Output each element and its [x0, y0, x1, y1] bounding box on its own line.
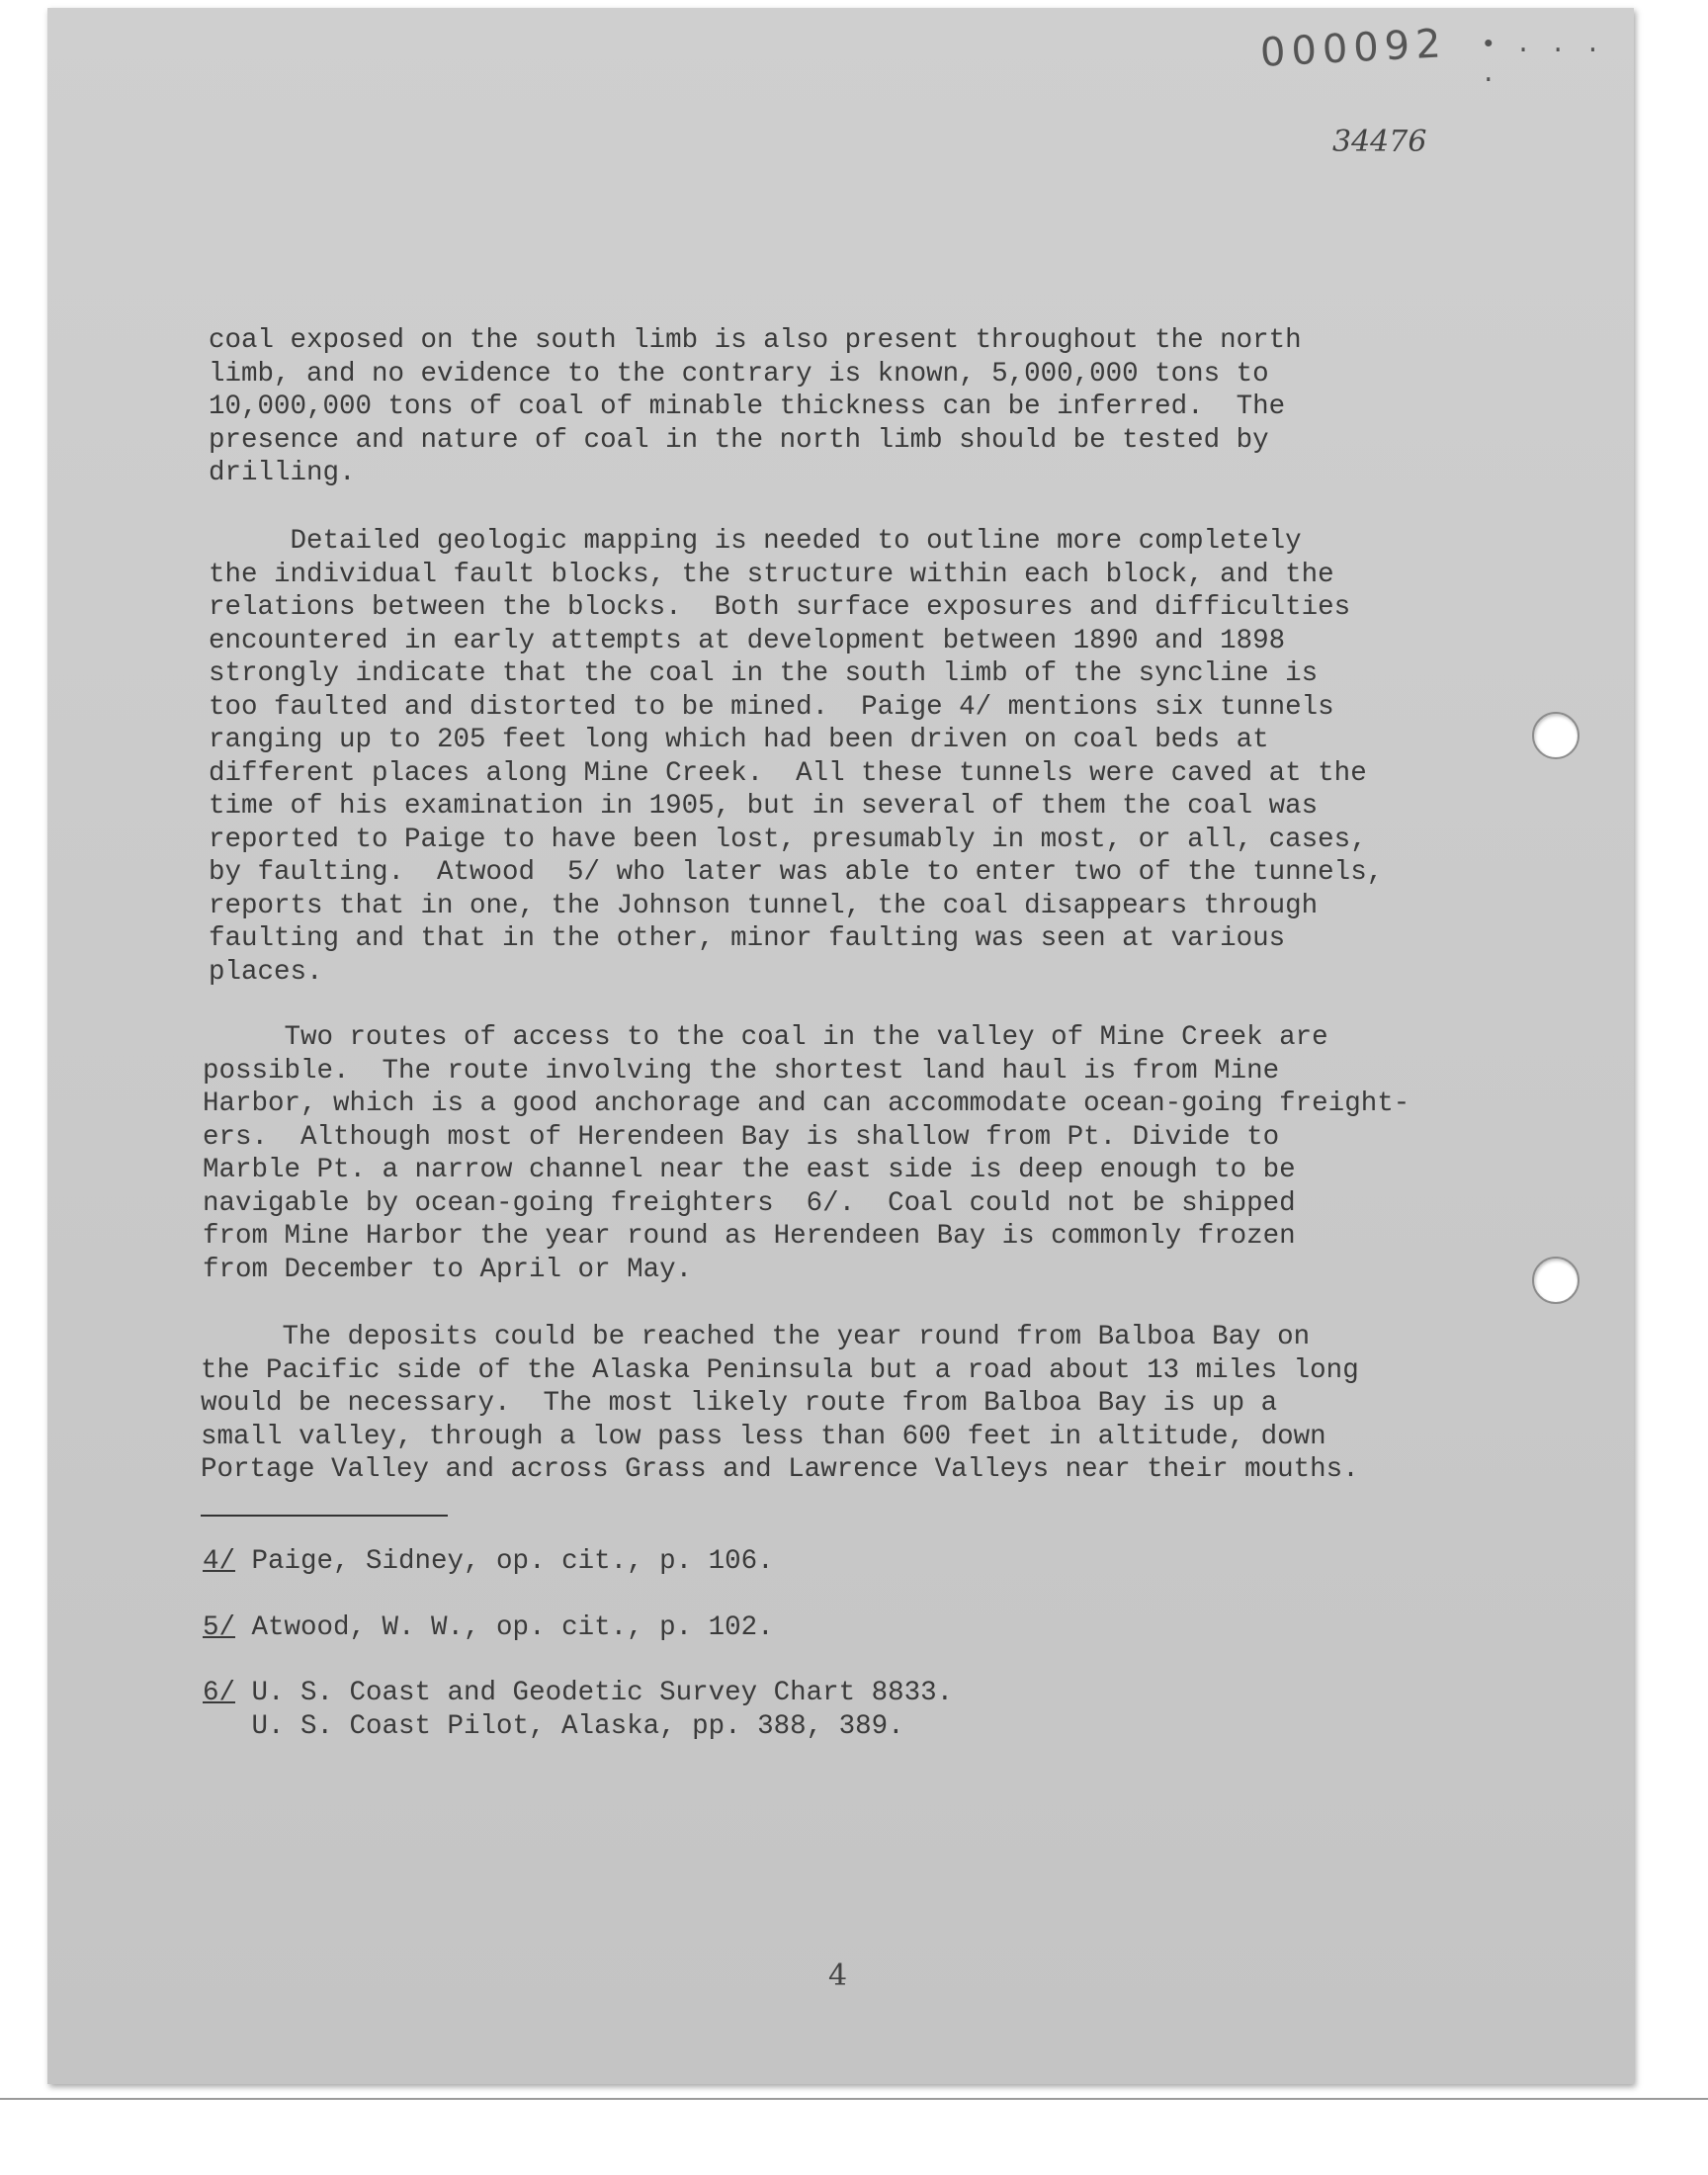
paragraph-balboa-bay-route: The deposits could be reached the year round from Balboa Bay on the Pacific side of the Alaska Peninsula but a road about 13 miles long would be necessary. The most likely route from Balboa Bay is up a small valley, through a low pass less than 600 feet in altitude, down Portage Valley and across Grass and Lawrence Valleys near their mouths. [201, 1322, 1359, 1485]
footnote-text: Paige, Sidney, op. cit., p. 106. [235, 1546, 774, 1577]
punch-hole [1532, 1257, 1580, 1304]
footnote-text: Atwood, W. W., op. cit., p. 102. [235, 1612, 774, 1643]
paragraph-geologic-mapping: Detailed geologic mapping is needed to outline more completely the individual fault blocks, the structure within each block, and the relations between the blocks. Both surface exposures and difficulties encountered in early attempts at development between 1890 and 1898 strongly indicate that the coal in the south limb of the syncline is too faulted and distorted to be mined. Paige 4/ mentions six tunnels ranging up to 205 feet long which had been driven on coal beds at different places along Mine Creek. All these tunnels were caved at the time of his examination in 1905, but in several of them the coal was reported to Paige to have been lost, presumably in most, or all, cases, by faulting. Atwood 5/ who later was able to enter two of the tunnels, reports that in one, the Johnson tunnel, the coal disappears through faulting and that in the other, minor faulting was seen at various places. [209, 526, 1384, 988]
stamp-marks: • . . . . [1481, 30, 1603, 89]
paragraph-coal-north-limb: coal exposed on the south limb is also present throughout the north limb, and no evidence to the contrary is known, 5,000,000 tons to 10,000,000 tons of coal of minable thickness can be inferred. The presence and nature of coal in the north limb should be tested by drilling. [209, 325, 1302, 488]
footnote-mark: 6/ [203, 1678, 236, 1708]
scan-edge-line [0, 2098, 1708, 2100]
punch-hole [1532, 712, 1580, 759]
footnote-4 [203, 1545, 774, 1579]
footnote-rule [201, 1515, 448, 1517]
footnote-mark: 4/ [203, 1546, 236, 1577]
document-page [47, 8, 1634, 2084]
page-number: 4 [828, 1958, 848, 1993]
paragraph-routes-of-access: Two routes of access to the coal in the valley of Mine Creek are possible. The route involving the shortest land haul is from Mine Harbor, which is a good anchorage and can accommodate ocean-going freight- ers. Although most of Herendeen Bay is shallow from Pt. Divide to Marble Pt. a narrow channel near the east side is deep enough to be navigable by ocean-going freighters 6/. Coal could not be shipped from Mine Harbor the year round as Herendeen Bay is commonly frozen from December to April or May. [203, 1022, 1410, 1285]
accession-number: 34476 [1332, 125, 1427, 159]
footnote-text: U. S. Coast and Geodetic Survey Chart 8833. U. S. Coast Pilot, Alaska, pp. 388, 389. [251, 1678, 954, 1742]
footnote-mark: 5/ [203, 1612, 236, 1643]
stamp-number: 000092 [1258, 21, 1448, 76]
footnote-5 [203, 1611, 774, 1645]
footnote-6 [203, 1677, 953, 1743]
